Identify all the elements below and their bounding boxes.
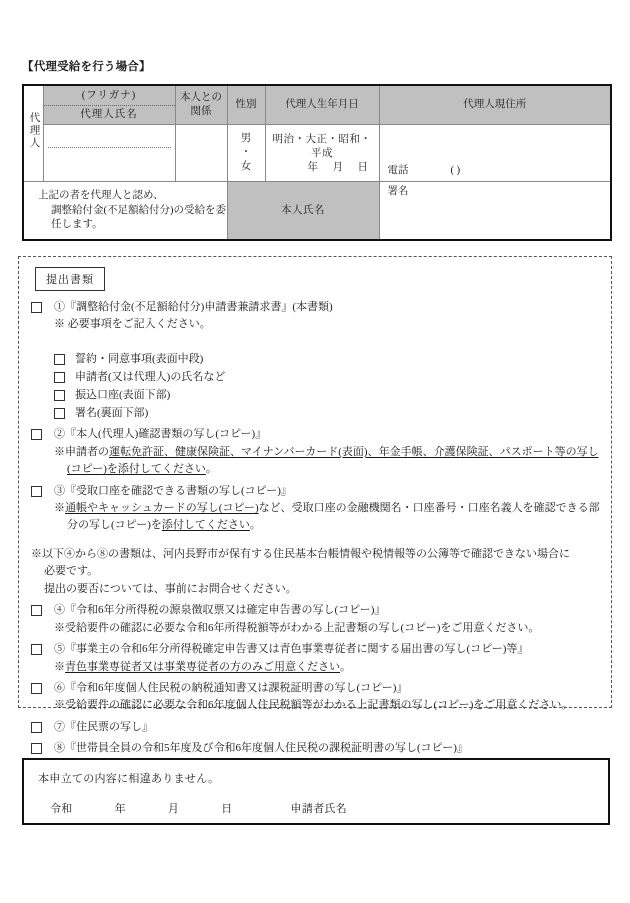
doc-body-7 [54, 719, 603, 736]
list-item[interactable] [31, 299, 603, 422]
list-item[interactable] [54, 369, 603, 387]
checkbox-icon[interactable] [54, 372, 65, 383]
birthdate-month-label: 月 [332, 161, 344, 173]
applicant-name-label: 申請者氏名 [290, 803, 348, 815]
doc-note-3-underline-1: 通帳やキャッシュカードの写し(コピー) [65, 501, 259, 514]
checkbox-icon[interactable] [31, 302, 42, 313]
doc-number-6: ⑥ [54, 681, 65, 694]
doc-title-text-4: 『令和6年分所得税の源泉徴収票又は確定申告書の写し(コピー)』 [65, 604, 386, 617]
doc-note-5-end: 。 [340, 660, 351, 673]
consent-statement-cell [23, 182, 227, 240]
doc-note-2-end: 。 [205, 463, 217, 476]
doc-title-5 [54, 641, 603, 658]
doc-body-2 [54, 426, 603, 478]
submission-documents-title: 提出書類 [35, 267, 105, 291]
doc-title-7 [54, 719, 603, 736]
declaration-era: 令和 [50, 803, 73, 815]
doc-body-8 [54, 740, 603, 757]
sub-item-label: 申請者(又は代理人)の氏名など [75, 370, 226, 383]
birthdate-input-cell[interactable] [265, 125, 379, 182]
doc-note-5-plain: ※ [54, 660, 65, 673]
declaration-box [22, 758, 610, 825]
checkbox-icon[interactable] [31, 486, 42, 497]
proxy-receipt-table [22, 84, 612, 241]
header-relationship-line2: 関係 [190, 106, 212, 118]
table-row-headers [23, 85, 611, 125]
doc-note-6: ※受給要件の確認に必要な令和6年度個人住民税額等がわかる上記書類の写し(コピー)をご用意ください。 [54, 699, 573, 712]
telephone-row[interactable] [388, 164, 611, 178]
middle-note-line1: ※以下④から⑧の書類は、河内長野市が保有する住民基本台帳情報や税情報等の公簿等で確認できない場合に [31, 547, 570, 560]
doc-note-3-plain-3: きる部分の写し(コピー)を [67, 501, 600, 532]
doc-number-8: ⑧ [54, 742, 65, 755]
telephone-label: 電話 [387, 165, 409, 177]
birthdate-day-label: 日 [357, 161, 369, 173]
header-furigana-label: (フリガナ) [44, 89, 175, 106]
doc-title-text-6: 『令和6年度個人住民税の納税通知書又は課税証明書の写し(コピー)』 [65, 681, 408, 694]
middle-note-line3: 提出の要否については、事前にお問合せください。 [44, 582, 297, 595]
doc-number-2: ② [54, 428, 65, 441]
sub-item-label: 振込口座(表面下部) [75, 388, 171, 401]
doc-note-5 [54, 659, 603, 676]
self-name-label-cell: 本人氏名 [227, 182, 379, 240]
declaration-day: 日 [221, 803, 233, 815]
doc-note-5-underline: 青色事業専従者又は事業専従者の方のみご用意ください [65, 660, 340, 673]
gender-option-male[interactable]: 男 [240, 133, 252, 145]
doc-title-text-2: 『本人(代理人)確認書類の写し(コピー)』 [65, 428, 267, 441]
header-relationship [175, 85, 227, 125]
header-furigana-name [43, 85, 175, 125]
submission-documents-box [18, 256, 612, 755]
middle-note [31, 546, 603, 599]
doc-number-7: ⑦ [54, 720, 65, 733]
doc-title-text-3: 『受取口座を確認できる書類の写し(コピー)』 [65, 484, 292, 497]
list-item[interactable] [31, 483, 603, 535]
doc-title-2 [54, 426, 603, 443]
consent-line1: 上記の者を代理人と認め、 [38, 190, 164, 202]
gender-option-female[interactable]: 女 [240, 161, 252, 173]
doc-note-3-end: 。 [249, 519, 261, 532]
list-item[interactable] [54, 405, 603, 423]
signature-cell[interactable] [379, 182, 611, 240]
doc-title-text-1: 『調整給付金(不足額給付分)申請書兼請求書』(本書類) [65, 301, 333, 313]
doc-title-6 [54, 680, 603, 697]
relationship-input-cell[interactable] [175, 125, 227, 182]
birthdate-year-label: 年 [307, 161, 319, 173]
doc-title-8 [54, 740, 603, 757]
checkbox-icon[interactable] [54, 408, 65, 419]
address-input-cell[interactable] [379, 125, 611, 182]
checkbox-icon[interactable] [54, 354, 65, 365]
doc-title-text-7: 『住民票の写し』 [65, 720, 153, 733]
gender-select-cell[interactable] [227, 125, 265, 182]
declaration-date-row[interactable] [50, 800, 347, 816]
doc-body-3 [54, 483, 603, 535]
doc-note-2 [54, 444, 603, 479]
consent-line2: 調整給付金(不足額給付分)の受給を委任します。 [51, 204, 226, 230]
telephone-parens: ( ) [450, 165, 461, 177]
proxy-vertical-label: 代理人 [28, 112, 40, 150]
list-item[interactable] [31, 602, 603, 637]
header-gender: 性別 [227, 85, 265, 125]
proxy-section-heading: 【代理受給を行う場合】 [22, 61, 151, 73]
header-birthdate: 代理人生年月日 [265, 85, 379, 125]
declaration-year: 年 [114, 803, 126, 815]
furigana-dotted-rule [48, 147, 171, 148]
table-row-proxy-entry [23, 125, 611, 182]
doc-note-3-underline-2: 添付してください [161, 519, 250, 532]
proxy-vertical-label-cell [23, 85, 43, 182]
checkbox-icon[interactable] [31, 429, 42, 440]
list-item[interactable] [31, 641, 603, 676]
doc-title-4 [54, 602, 603, 619]
doc-number-5: ⑤ [54, 643, 65, 656]
checkbox-icon[interactable] [31, 722, 42, 733]
doc-number-4: ④ [54, 604, 65, 617]
era-options[interactable]: 明治・大正・昭和・平成 [272, 133, 372, 159]
doc-title-text-5: 『事業主の令和6年分所得税確定申告書又は青色事業専従者に関する届出書の写し(コピー)等』 [65, 643, 529, 656]
list-item[interactable] [31, 719, 603, 736]
doc-note-3 [54, 500, 603, 535]
doc-note-3-plain-2: など、受取口座の金融機関名・口座番号・口座名義人を確認で [258, 501, 567, 514]
doc-number-1: ① [54, 301, 65, 313]
list-item[interactable] [31, 740, 603, 757]
doc-title-text-8: 『世帯員全員の令和5年度及び令和6年度個人住民税の課税証明書の写し(コピー)』 [65, 742, 468, 755]
checkbox-icon[interactable] [31, 683, 42, 694]
proxy-name-input-cell[interactable] [43, 125, 175, 182]
doc-note-3-plain-1: ※ [54, 501, 65, 514]
checkbox-icon[interactable] [31, 644, 42, 655]
middle-note-line2: 必要です。 [44, 565, 99, 578]
gender-separator: ・ [240, 147, 252, 159]
signature-label: 署名 [387, 186, 409, 198]
doc-note-2-underline-2: の写し(コピー)を添付してください [67, 445, 599, 476]
doc-body-4 [54, 602, 603, 637]
doc-note-2-underline-1: 運転免許証、健康保険証、マイナンバーカード(表面)、年金手帳、介護保険証、パスポート等 [109, 445, 566, 458]
declaration-statement: 本申立ての内容に相違ありません。 [38, 773, 220, 785]
sub-item-label: 誓約・同意事項(表面中段) [75, 353, 204, 366]
doc-body-1 [54, 299, 603, 422]
sub-item-label: 署名(裏面下部) [75, 406, 149, 419]
header-relationship-line1: 本人との [180, 92, 222, 103]
checkbox-icon[interactable] [54, 390, 65, 401]
declaration-month: 月 [167, 803, 180, 815]
doc-note-1: ※ 必要事項をご記入ください。 [54, 318, 211, 331]
header-address: 代理人現住所 [379, 85, 611, 125]
list-item[interactable] [54, 351, 603, 369]
table-row-consent [23, 182, 611, 240]
submission-documents-list [19, 295, 611, 757]
list-item[interactable] [54, 387, 603, 405]
list-item[interactable] [31, 426, 603, 478]
doc-title-1 [54, 299, 603, 316]
doc-note-2-plain: ※申請者の [54, 445, 109, 458]
header-proxy-name-label: 代理人氏名 [80, 109, 138, 121]
doc-title-3 [54, 483, 603, 500]
doc-note-4: ※受給要件の確認に必要な令和6年所得税額等がわかる上記書類の写し(コピー)をご用意ください。 [54, 621, 540, 634]
birthdate-ymd [270, 161, 375, 175]
doc-number-3: ③ [54, 484, 65, 497]
list-item[interactable] [31, 680, 603, 715]
checkbox-icon[interactable] [31, 743, 42, 754]
doc-body-6 [54, 680, 603, 715]
doc-sublist-1 [54, 336, 603, 423]
doc-body-5 [54, 641, 603, 676]
checkbox-icon[interactable] [31, 605, 42, 616]
